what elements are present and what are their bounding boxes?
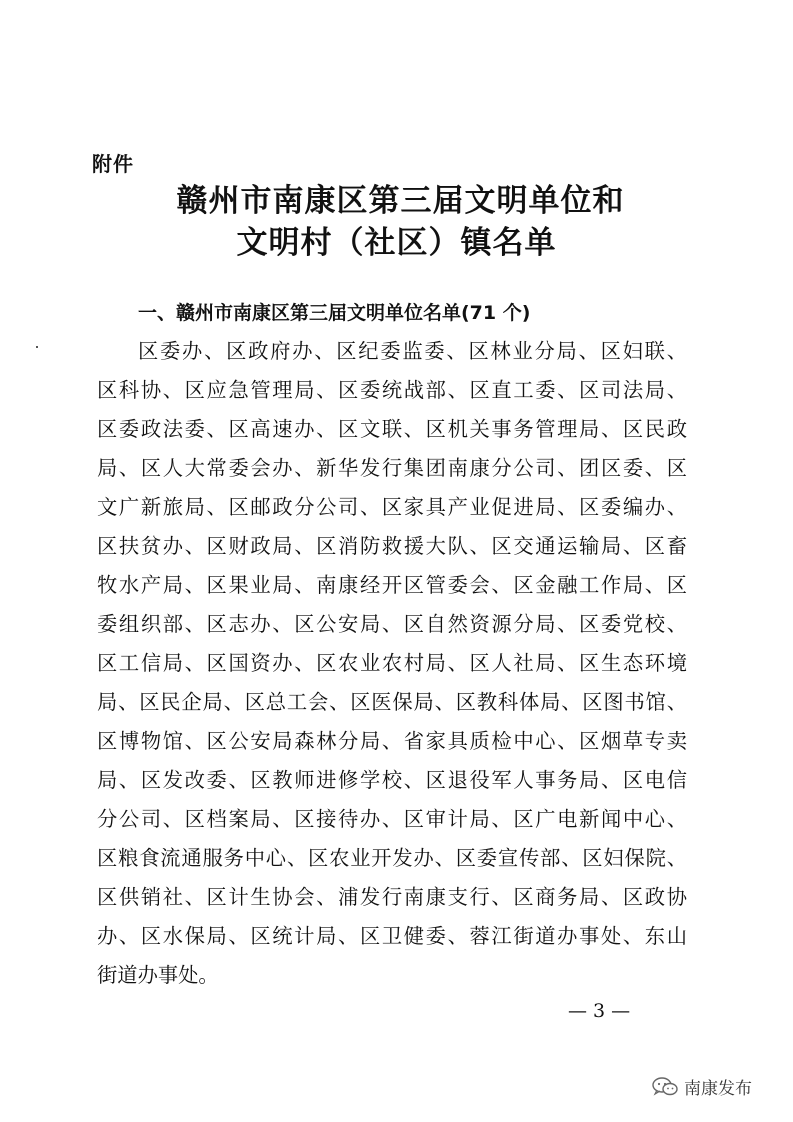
body-line: 牧水产局、区果业局、南康经开区管委会、区金融工作局、区	[97, 573, 687, 597]
body-line: 局、区民企局、区总工会、区医保局、区教科体局、区图书馆、	[97, 690, 687, 714]
scan-artifact	[36, 346, 38, 348]
wechat-icon	[652, 1077, 678, 1097]
body-line: 局、区发改委、区教师进修学校、区退役军人事务局、区电信	[97, 768, 687, 792]
body-line: 局、区人大常委会办、新华发行集团南康分公司、团区委、区	[97, 456, 687, 480]
section-heading: 一、赣州市南康区第三届文明单位名单(71 个)	[138, 302, 531, 324]
body-line: 区扶贫办、区财政局、区消防救援大队、区交通运输局、区畜	[97, 534, 687, 558]
body-line: 区工信局、区国资办、区农业农村局、区人社局、区生态环境	[97, 651, 687, 675]
body-line: 区委办、区政府办、区纪委监委、区林业分局、区妇联、	[138, 339, 687, 363]
unit-list-paragraph	[97, 332, 687, 995]
body-line: 办、区水保局、区统计局、区卫健委、蓉江街道办事处、东山	[97, 924, 687, 948]
body-line: 委组织部、区志办、区公安局、区自然资源分局、区委党校、	[97, 612, 687, 636]
body-line: 区粮食流通服务中心、区农业开发办、区委宣传部、区妇保院、	[97, 846, 687, 870]
body-line: 街道办事处。	[97, 963, 219, 987]
watermark-text: 南康发布	[684, 1079, 752, 1099]
document-title-line-1: 赣州市南康区第三届文明单位和	[176, 183, 625, 219]
document-title-line-2: 文明村（社区）镇名单	[236, 225, 557, 261]
body-line: 区科协、区应急管理局、区委统战部、区直工委、区司法局、	[97, 378, 687, 402]
body-line: 区委政法委、区高速办、区文联、区机关事务管理局、区民政	[97, 417, 687, 441]
body-line: 区博物馆、区公安局森林分局、省家具质检中心、区烟草专卖	[97, 729, 687, 753]
body-line: 文广新旅局、区邮政分公司、区家具产业促进局、区委编办、	[97, 495, 687, 519]
watermark	[652, 1074, 752, 1099]
body-line: 区供销社、区计生协会、浦发行南康支行、区商务局、区政协	[97, 885, 687, 909]
page-number: — 3 —	[568, 1000, 631, 1022]
attachment-label: 附件	[92, 152, 134, 176]
body-line: 分公司、区档案局、区接待办、区审计局、区广电新闻中心、	[97, 807, 687, 831]
